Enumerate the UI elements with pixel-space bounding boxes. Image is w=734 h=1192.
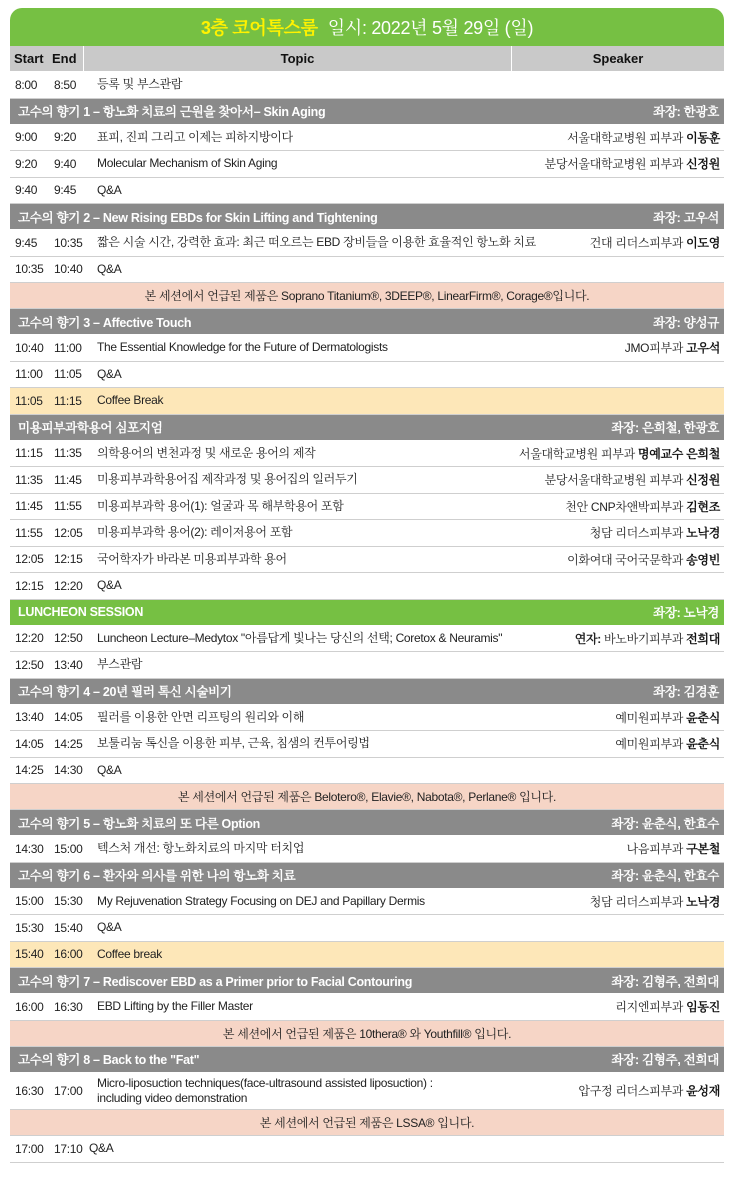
product-note: 본 세션에서 언급된 제품은 10thera® 와 Youthfill® 입니다.	[10, 1021, 724, 1047]
speaker-affiliation: 나음피부과	[626, 842, 687, 857]
topic-text: Q&A	[97, 182, 122, 197]
table-row	[10, 705, 724, 732]
speaker-cell	[545, 155, 724, 172]
topic-text: 미용피부과학 용어(1): 얼굴과 목 해부학용어 포함	[97, 498, 344, 513]
topic-cell	[96, 367, 724, 382]
end-time: 9:45	[54, 183, 77, 198]
end-time: 10:40	[54, 262, 83, 277]
end-time: 9:40	[54, 156, 77, 171]
speaker-cell	[615, 735, 724, 752]
start-time: 10:35	[15, 262, 44, 277]
speaker-name: 명예교수 은희철	[637, 446, 720, 461]
topic-text: 보툴리눔 톡신을 이용한 피부, 근육, 침샘의 컨투어링법	[97, 736, 370, 751]
product-note: 본 세션에서 언급된 제품은 Belotero®, Elavie®, Nabota®, Perlane® 입니다.	[10, 784, 724, 810]
session-chair: 좌장: 김형주, 전희대	[611, 974, 719, 989]
column-end: End	[48, 46, 84, 71]
topic-text: Luncheon Lecture–Medytox "아름답게 빛나는 당신의 선택; Coretox & Neuramis"	[97, 630, 503, 645]
session-title: 고수의 향기 5 – 항노화 치료의 또 다른 Option	[18, 816, 261, 831]
table-row	[10, 547, 724, 574]
topic-text: Q&A	[97, 366, 122, 381]
speaker-cell	[565, 498, 724, 515]
topic-text: 표피, 진피 그리고 이제는 피하지방이다	[97, 129, 293, 144]
table-row	[10, 125, 724, 152]
column-topic: Topic	[84, 46, 512, 71]
topic-text: 텍스처 개선: 항노화치료의 마지막 터치업	[97, 841, 305, 856]
schedule-rows	[10, 72, 724, 1163]
break-row	[10, 388, 724, 415]
speaker-affiliation: 압구정 리더스피부과	[578, 1084, 687, 1098]
speaker-affiliation: 청담 리더스피부과	[589, 526, 687, 541]
speaker-name: 신정원	[686, 473, 720, 488]
topic-cell	[96, 340, 625, 355]
speaker-prefix: 연자:	[574, 631, 605, 646]
session-chair: 좌장: 김형주, 전희대	[611, 1053, 719, 1067]
table-row	[10, 573, 724, 600]
speaker-affiliation: 서울대학교병원 피부과	[518, 446, 638, 461]
table-row	[10, 467, 724, 494]
start-time: 10:40	[15, 340, 44, 355]
speaker-affiliation: 리지엔피부과	[615, 1000, 687, 1015]
table-row	[10, 362, 724, 389]
topic-cell	[96, 894, 590, 909]
start-time: 13:40	[15, 710, 44, 725]
session-title: 고수의 향기 1 – 항노화 치료의 근원을 찾아서– Skin Aging	[18, 105, 326, 119]
session-header	[10, 600, 724, 626]
speaker-cell	[567, 551, 724, 568]
speaker-cell	[578, 1082, 724, 1099]
product-note: 본 세션에서 언급된 제품은 Soprano Titanium®, 3DEEP®, LinearFirm®, Corage®입니다.	[10, 283, 724, 309]
end-time: 12:05	[54, 525, 83, 540]
start-time: 17:00	[15, 1141, 44, 1156]
end-time: 14:05	[54, 710, 83, 725]
break-row	[10, 942, 724, 969]
start-time: 15:00	[15, 894, 44, 909]
topic-text: Q&A	[97, 261, 122, 276]
start-time: 12:20	[15, 631, 44, 646]
start-time: 11:00	[15, 367, 43, 382]
start-time: 9:40	[15, 183, 38, 198]
table-row	[10, 915, 724, 942]
end-time: 15:40	[54, 920, 83, 935]
end-time: 14:30	[54, 763, 83, 778]
session-chair: 좌장: 은희철, 한광호	[611, 421, 719, 435]
program-sheet	[10, 8, 724, 1163]
topic-text: Q&A	[97, 920, 122, 935]
topic-text: Micro-liposuction techniques(face-ultrasound assisted liposuction) :	[97, 1075, 433, 1090]
hall-name: 3층 코어톡스룸	[200, 18, 318, 38]
column-speaker: Speaker	[592, 51, 644, 66]
start-time: 11:35	[15, 472, 43, 487]
topic-cell	[96, 1076, 578, 1106]
end-time: 11:35	[54, 446, 82, 461]
start-time: 15:30	[15, 920, 44, 935]
start-time: 14:30	[15, 841, 44, 856]
end-time: 16:30	[54, 999, 83, 1014]
start-time: 11:05	[15, 393, 43, 408]
session-chair: 좌장: 김경훈	[653, 685, 719, 699]
speaker-affiliation: 건대 리더스피부과	[589, 236, 687, 251]
topic-text: 필러를 이용한 안면 리프팅의 원리와 이해	[97, 709, 305, 724]
topic-text: 짧은 시술 시간, 강력한 효과: 최근 떠오르는 EBD 장비들을 이용한 효율적인 항노화 치료	[97, 235, 536, 250]
table-row	[10, 494, 724, 521]
topic-text: Q&A	[97, 762, 122, 777]
speaker-cell	[627, 840, 724, 857]
column-header	[10, 46, 724, 72]
table-row	[10, 652, 724, 679]
end-time: 8:50	[54, 77, 77, 92]
session-header	[10, 968, 724, 994]
session-chair: 좌장: 한광호	[653, 105, 719, 119]
topic-cell	[96, 631, 575, 646]
speaker-name: 윤성재	[686, 1084, 720, 1098]
start-time: 12:15	[15, 578, 44, 593]
topic-cell	[96, 130, 567, 145]
session-header	[10, 309, 724, 335]
end-time: 12:20	[54, 578, 83, 593]
column-start: Start	[14, 51, 44, 66]
start-time: 11:45	[15, 499, 43, 514]
topic-text: Q&A	[97, 578, 122, 593]
topic-cell	[88, 1141, 724, 1156]
end-time: 16:00	[54, 947, 83, 962]
topic-cell	[96, 947, 724, 962]
speaker-name: 신정원	[686, 157, 720, 172]
topic-text: 등록 및 부스관람	[97, 77, 183, 92]
start-time: 11:55	[15, 525, 43, 540]
end-time: 10:35	[54, 235, 83, 250]
topic-text-line2: including video demonstration	[97, 1090, 248, 1105]
topic-text: 국어학자가 바라본 미용피부과학 용어	[97, 551, 287, 566]
speaker-affiliation: 예미원피부과	[615, 737, 687, 752]
speaker-cell	[615, 709, 724, 726]
table-row	[10, 731, 724, 758]
speaker-cell	[590, 234, 724, 251]
topic-text: Molecular Mechanism of Skin Aging	[97, 156, 278, 171]
session-title: 미용피부과학용어 심포지엄	[18, 421, 163, 435]
topic-cell	[96, 763, 724, 778]
speaker-name: 전희대	[686, 631, 720, 646]
speaker-affiliation: 분당서울대학교병원 피부과	[544, 157, 687, 172]
topic-text: 부스관람	[97, 657, 143, 672]
end-time: 11:05	[54, 367, 82, 382]
end-time: 11:45	[54, 472, 82, 487]
end-time: 17:10	[54, 1141, 83, 1156]
table-row	[10, 1136, 724, 1163]
topic-text: EBD Lifting by the Filler Master	[97, 999, 253, 1014]
end-time: 13:40	[54, 657, 83, 672]
end-time: 12:50	[54, 631, 83, 646]
topic-cell	[96, 657, 724, 672]
end-time: 11:15	[54, 393, 82, 408]
session-header	[10, 863, 724, 889]
topic-text: My Rejuvenation Strategy Focusing on DEJ and Papillary Dermis	[97, 893, 425, 908]
start-time: 9:00	[15, 130, 38, 145]
speaker-cell	[625, 339, 724, 356]
topic-cell	[96, 446, 519, 461]
table-row	[10, 335, 724, 362]
end-time: 11:00	[54, 340, 82, 355]
speaker-cell	[519, 445, 724, 462]
table-row	[10, 758, 724, 785]
table-row	[10, 994, 724, 1021]
session-chair: 좌장: 노낙경	[653, 606, 719, 620]
session-header	[10, 810, 724, 836]
end-time: 9:20	[54, 130, 77, 145]
session-title: 고수의 향기 7 – Rediscover EBD as a Primer prior to Facial Contouring	[18, 974, 413, 989]
start-time: 11:15	[15, 446, 43, 461]
start-time: 8:00	[15, 77, 38, 92]
speaker-name: 김현조	[686, 499, 720, 514]
end-time: 12:15	[54, 552, 83, 567]
session-title: LUNCHEON SESSION	[18, 605, 144, 619]
session-header	[10, 679, 724, 705]
topic-cell	[96, 841, 627, 856]
session-chair: 좌장: 양성규	[653, 315, 719, 330]
topic-cell	[96, 999, 615, 1014]
start-time: 14:05	[15, 736, 44, 751]
end-time: 17:00	[54, 1083, 83, 1098]
session-title: 고수의 향기 6 – 환자와 의사를 위한 나의 항노화 치료	[18, 869, 296, 883]
end-time: 11:55	[54, 499, 82, 514]
start-time: 9:45	[15, 235, 38, 250]
product-note: 본 세션에서 언급된 제품은 LSSA® 입니다.	[10, 1110, 724, 1136]
speaker-affiliation: 서울대학교병원 피부과	[567, 130, 687, 145]
speaker-cell	[590, 524, 724, 541]
speaker-name: 노낙경	[686, 894, 720, 909]
session-header	[10, 415, 724, 441]
end-time: 14:25	[54, 736, 83, 751]
table-row	[10, 72, 724, 99]
table-row	[10, 836, 724, 863]
speaker-affiliation: 천안 CNP차앤박피부과	[565, 499, 687, 514]
table-row	[10, 626, 724, 653]
speaker-affiliation: 이화여대 국어국문학과	[567, 552, 687, 567]
session-header	[10, 99, 724, 125]
table-row	[10, 151, 724, 178]
start-time: 15:40	[15, 947, 44, 962]
speaker-affiliation: 바노바기피부과	[604, 631, 687, 646]
speaker-affiliation: 청담 리더스피부과	[589, 894, 687, 909]
session-header	[10, 204, 724, 230]
topic-text: Coffee break	[97, 946, 162, 961]
topic-cell	[96, 262, 724, 277]
session-title: 고수의 향기 4 – 20년 필러 톡신 시술비기	[18, 685, 232, 699]
speaker-name: 윤춘식	[686, 710, 720, 725]
session-header	[10, 1047, 724, 1073]
start-time: 12:05	[15, 552, 44, 567]
speaker-cell	[567, 129, 724, 146]
end-time: 15:00	[54, 841, 83, 856]
table-row	[10, 257, 724, 284]
start-time: 16:30	[15, 1083, 44, 1098]
session-title: 고수의 향기 8 – Back to the "Fat"	[18, 1053, 200, 1067]
topic-cell	[96, 183, 724, 198]
topic-text: Coffee Break	[97, 393, 164, 408]
speaker-name: 구본철	[686, 842, 720, 857]
start-time: 9:20	[15, 156, 38, 171]
speaker-affiliation: 분당서울대학교병원 피부과	[544, 473, 687, 488]
end-time: 15:30	[54, 894, 83, 909]
session-title: 고수의 향기 2 – New Rising EBDs for Skin Lifting and Tightening	[18, 210, 378, 225]
speaker-name: 노낙경	[686, 526, 720, 541]
topic-cell	[96, 393, 724, 408]
speaker-cell	[590, 893, 724, 910]
speaker-name: 송영빈	[686, 552, 720, 567]
speaker-cell	[615, 998, 724, 1015]
session-chair: 좌장: 윤춘식, 한효수	[611, 816, 719, 831]
topic-cell	[96, 920, 724, 935]
table-row	[10, 889, 724, 916]
topic-cell	[96, 235, 590, 250]
topic-text: 미용피부과학용어집 제작과정 및 용어집의 일러두기	[97, 472, 358, 487]
speaker-cell	[575, 630, 724, 647]
start-time: 16:00	[15, 999, 44, 1014]
topic-cell	[96, 736, 615, 751]
session-chair: 좌장: 윤춘식, 한효수	[611, 869, 719, 883]
topic-text: 의학용어의 변천과정 및 새로운 용어의 제작	[97, 445, 316, 460]
topic-cell	[96, 578, 724, 593]
topic-text: 미용피부과학 용어(2): 레이저용어 포함	[97, 525, 293, 540]
table-row	[10, 1073, 724, 1110]
start-time: 14:25	[15, 763, 44, 778]
speaker-name: 임동진	[686, 1000, 720, 1015]
start-time: 12:50	[15, 657, 44, 672]
topic-cell	[96, 710, 615, 725]
event-date: 일시: 2022년 5월 29일 (일)	[327, 18, 534, 38]
topic-cell	[96, 525, 590, 540]
speaker-name: 윤춘식	[686, 737, 720, 752]
table-row	[10, 230, 724, 257]
speaker-affiliation: 예미원피부과	[615, 710, 687, 725]
topic-text: Q&A	[89, 1141, 114, 1155]
speaker-name: 이도영	[686, 236, 720, 251]
topic-cell	[96, 499, 565, 514]
speaker-cell	[545, 471, 724, 488]
topic-text: The Essential Knowledge for the Future of Dermatologists	[97, 340, 388, 355]
session-chair: 좌장: 고우석	[653, 210, 719, 225]
title-bar	[10, 8, 724, 46]
topic-cell	[96, 77, 724, 92]
table-row	[10, 441, 724, 468]
table-row	[10, 520, 724, 547]
session-title: 고수의 향기 3 – Affective Touch	[18, 315, 192, 330]
topic-cell	[96, 472, 545, 487]
speaker-name: 이동훈	[686, 130, 720, 145]
speaker-name: 고우석	[686, 341, 720, 356]
topic-cell	[96, 552, 567, 567]
table-row	[10, 178, 724, 205]
topic-cell	[96, 156, 545, 171]
speaker-affiliation: JMO피부과	[624, 341, 687, 356]
